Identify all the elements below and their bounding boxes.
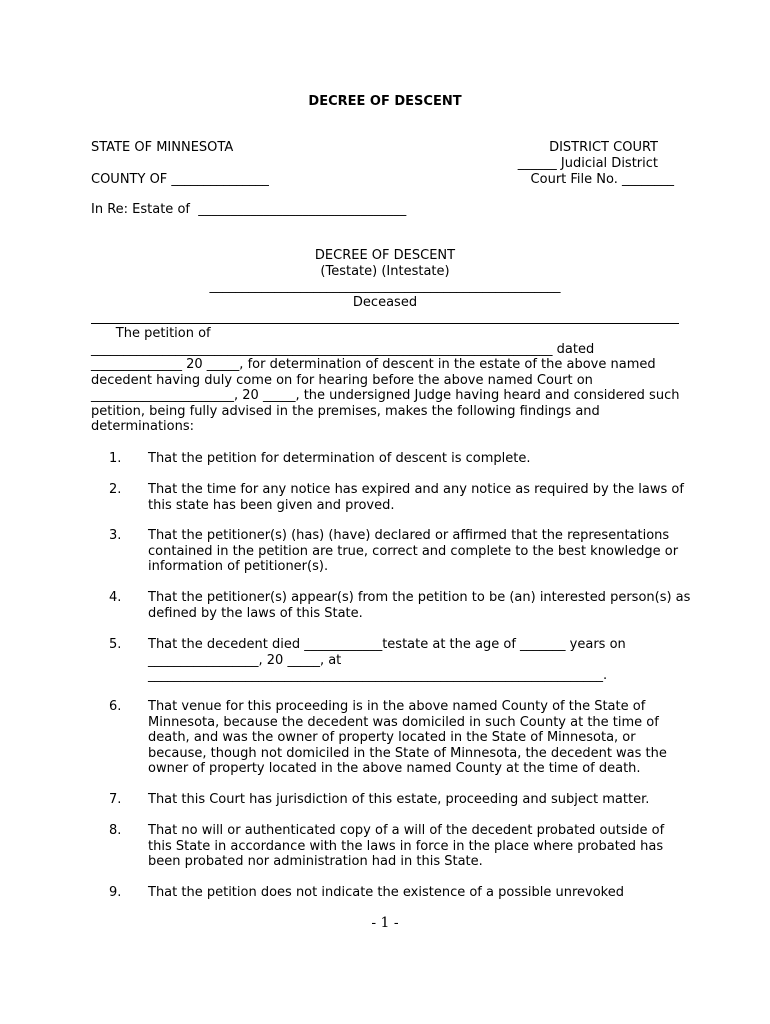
finding-number: 9. — [109, 885, 122, 900]
finding-number: 5. — [109, 637, 122, 652]
finding-text-line: information of petitioner(s). — [148, 559, 329, 574]
finding-text-line: death, and was the owner of property located in the State of Minnesota, or — [148, 730, 636, 745]
finding-text-line: this state has been given and proved. — [148, 497, 395, 513]
finding-text-line: That the decedent died ____________testate at the age of _______ years on — [148, 637, 626, 652]
court-file-number: Court File No. ________ — [530, 172, 674, 187]
finding-text-line: That the petitioner(s) (has) (have) declared or affirmed that the representations — [148, 528, 670, 543]
intro-line: decedent having duly come on for hearing before the above named Court on — [91, 372, 593, 388]
finding-number: 6. — [109, 699, 122, 714]
state-label: STATE OF MINNESOTA — [91, 140, 234, 155]
finding-text-line: _________________, 20 _____, at — [148, 652, 342, 668]
judicial-district-label: ______ Judicial District — [517, 156, 658, 171]
finding-text-line: been probated nor administration had in this State. — [148, 854, 483, 869]
document-title: DECREE OF DESCENT — [308, 94, 462, 109]
testate-intestate-label: (Testate) (Intestate) — [320, 264, 450, 279]
deceased-label: Deceased — [352, 295, 418, 310]
finding-text-line: That the petition does not indicate the existence of a possible unrevoked — [148, 885, 624, 900]
finding-text-line: defined by the laws of this State. — [148, 605, 363, 621]
intro-line: ______________ 20 _____, for determination of descent in the estate of the above named — [91, 357, 656, 372]
finding-text-line: this State in accordance with the laws in force in the place where probated has — [148, 838, 664, 854]
county-label: COUNTY OF _______________ — [91, 172, 269, 187]
finding-text-line: contained in the petition are true, correct and complete to the best knowledge or — [148, 543, 679, 559]
intro-line: The petition of — [91, 326, 211, 341]
finding-text-line: owner of property located in the above named County at the time of death. — [148, 761, 641, 776]
finding-number: 8. — [109, 823, 122, 838]
finding-text-line: That this Court has jurisdiction of this estate, proceeding and subject matter. — [148, 792, 650, 807]
finding-text-line: That venue for this proceeding is in the above named County of the State of — [148, 699, 646, 714]
finding-number: 1. — [109, 451, 122, 466]
finding-text-line: That the petition for determination of descent is complete. — [148, 451, 531, 466]
finding-number: 3. — [109, 528, 122, 543]
intro-line: _______________________________________________________________________ dated — [91, 341, 595, 357]
finding-text-line: Minnesota, because the decedent was domiciled in such County at the time of — [148, 714, 659, 730]
finding-text-line: That no will or authenticated copy of a will of the decedent probated outside of — [148, 823, 665, 838]
estate-of-line: In Re: Estate of ________________________________ — [91, 202, 407, 217]
page-number: - 1 - — [371, 915, 399, 931]
caption-divider — [91, 323, 679, 324]
intro-line: petition, being fully advised in the premises, makes the following findings and — [91, 403, 600, 419]
finding-text-line: because, though not domiciled in the State of Minnesota, the decedent was the — [148, 745, 667, 761]
intro-line: ______________________, 20 _____, the undersigned Judge having heard and considered such — [91, 388, 680, 403]
finding-number: 4. — [109, 590, 122, 605]
finding-number: 7. — [109, 792, 122, 807]
finding-text-line: That the time for any notice has expired and any notice as required by the laws of — [148, 482, 684, 497]
intro-line: determinations: — [91, 419, 194, 434]
decree-heading: DECREE OF DESCENT — [314, 248, 456, 263]
finding-text-line: That the petitioner(s) appear(s) from the petition to be (an) interested person(s) as — [148, 590, 691, 605]
deceased-name-blank: ______________________________________________________ — [209, 279, 561, 294]
finding-text-line: ______________________________________________________________________. — [148, 668, 608, 683]
court-label: DISTRICT COURT — [549, 140, 658, 155]
finding-number: 2. — [109, 482, 122, 497]
